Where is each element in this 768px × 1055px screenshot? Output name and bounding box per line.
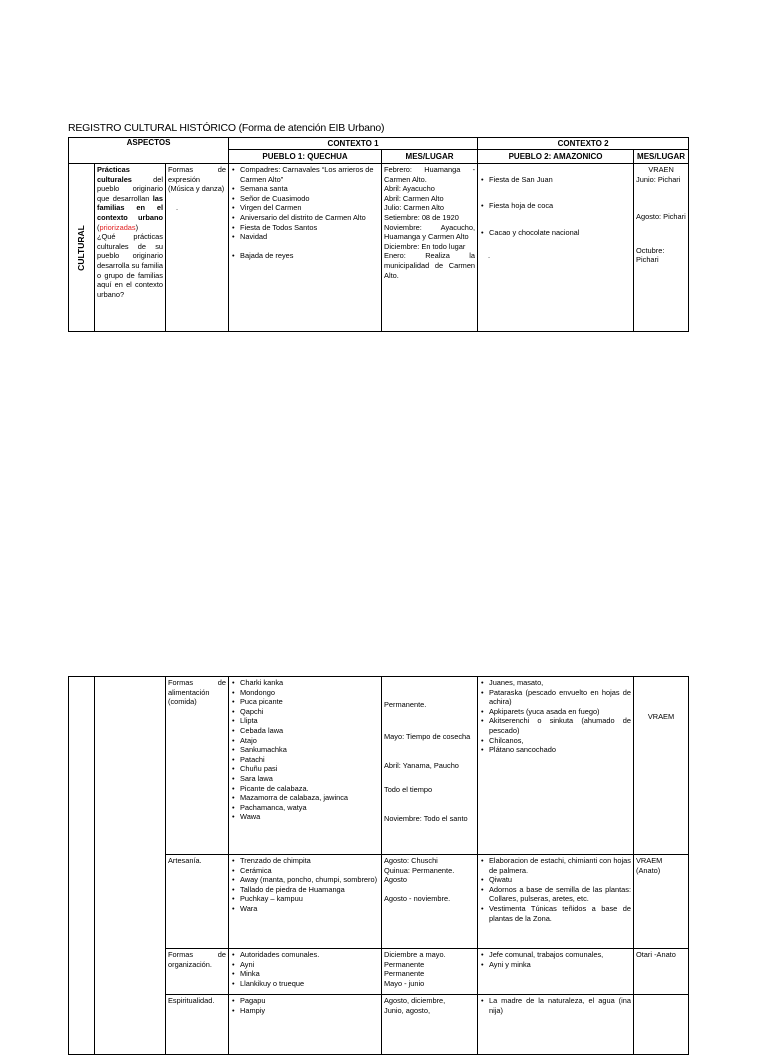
list-item: • Bajada de reyes: [240, 251, 379, 261]
pueblo-2-list: [480, 175, 631, 238]
list-item: • Cebada lawa: [240, 726, 379, 736]
mes-line: Octubre: Pichari: [636, 245, 665, 265]
list-item: • Sankumachka: [240, 745, 379, 755]
list-item: • Virgen del Carmen: [240, 203, 379, 213]
mes-line: VRAEM (Anato): [636, 856, 663, 875]
artesania-items-cell: [229, 855, 382, 949]
list-item: • Llipta: [240, 716, 379, 726]
mes-line: Agosto - noviembre.: [384, 893, 451, 903]
header-contexto-1: CONTEXTO 1: [229, 138, 478, 150]
mes-line: Agosto, diciembre,: [384, 996, 446, 1005]
alimentacion-label: Formas de alimentación (comida): [168, 678, 226, 707]
mes-line: Abril: Ayacucho: [384, 184, 435, 194]
mes-line: Todo el tiempo: [384, 784, 433, 794]
mes-line: Junio: Pichari: [636, 174, 681, 184]
artesania-label: Artesanía.: [168, 856, 202, 865]
practicas-text-1: del pueblo originario que desarrollan: [97, 174, 163, 203]
list-item: • Qapchi: [240, 707, 379, 717]
alimentacion-items-cell: [229, 677, 382, 855]
list-item: • Jefe comunal, trabajos comunales,: [489, 950, 631, 960]
header-aspectos: ASPECTOS: [69, 138, 229, 164]
mes-line: Permanente: [384, 969, 425, 979]
mes-line: Agosto: Pichari: [636, 212, 686, 222]
espiritualidad-list: [231, 996, 379, 1015]
mes-line: Permanente.: [384, 700, 427, 709]
mes-line: VRAEN: [648, 165, 674, 174]
list-item: • Juanes, masato,: [489, 678, 631, 688]
list-item: • Hampiy: [240, 1006, 379, 1016]
espiritualidad-label-cell: [166, 995, 229, 1055]
mes-lugar-1-cell: [382, 164, 478, 332]
formas-expresion-label: Formas de expresión (Música y danza): [168, 165, 227, 194]
espiritualidad-mes-2-cell: [634, 995, 689, 1055]
organizacion-mes-cell: [382, 949, 478, 995]
list-item: • Adornos a base de semilla de las plantas: Collares, pulseras, aretes, etc.: [489, 885, 631, 904]
artesania-pueblo-2-cell: [478, 855, 634, 949]
mes-line: Enero: Realiza la municipalidad de Carmen Alto.: [384, 251, 476, 280]
alimentacion-pueblo-2-cell: [478, 677, 634, 855]
practicas-bold-2: las familias en el contexto urbano: [97, 193, 163, 222]
list-item: • Wawa: [240, 812, 379, 822]
aspecto-blank-cell: [69, 677, 95, 1055]
list-item: • Wara: [240, 904, 379, 914]
alimentacion-list: [231, 678, 379, 822]
mes-line: Junio, agosto,: [384, 1005, 431, 1015]
list-item: • La madre de la naturaleza, el agua (ina nija): [489, 996, 631, 1015]
mes-line: Quinua: Permanente.: [384, 865, 455, 875]
list-item: • Picante de calabaza.: [240, 784, 379, 794]
list-item: • Chilcanos,: [489, 736, 631, 746]
list-item: • Ayni: [240, 960, 379, 970]
alimentacion-mes-2-cell: [634, 677, 689, 855]
list-item: • Cerámica: [240, 866, 379, 876]
list-item: • Fiesta de Todos Santos: [240, 223, 379, 233]
list-item: • Semana santa: [240, 184, 379, 194]
practicas-paren-close: ): [135, 222, 139, 232]
pueblo-2-cell: [478, 164, 634, 332]
pueblo-1-cell: [229, 164, 382, 332]
list-item: • Apkiparets (yuca asada en fuego): [489, 707, 631, 717]
formas-expresion-cell: [166, 164, 229, 332]
list-item: • Mazamorra de calabaza, jawinca: [240, 793, 379, 803]
mes-line: Agosto: [384, 875, 408, 885]
artesania-mes-2-cell: [634, 855, 689, 949]
alimentacion-label-cell: [166, 677, 229, 855]
organizacion-label: Formas de organización.: [168, 950, 226, 969]
list-item: • Aniversario del distrito de Carmen Alto: [240, 213, 379, 223]
espiritualidad-items-cell: [229, 995, 382, 1055]
organizacion-label-cell: [166, 949, 229, 995]
mes-line: Noviembre: Ayacucho, Huamanga y Carmen Alto: [384, 222, 476, 242]
organizacion-pueblo-2-cell: [478, 949, 634, 995]
list-item: • Akitserenchi o sinkuta (ahumado de pescado): [489, 716, 631, 735]
list-item: • Away (manta, poncho, chumpi, sombrero): [240, 875, 379, 885]
organizacion-mes-2-cell: [634, 949, 689, 995]
mes-line: Mayo - junio: [384, 978, 425, 988]
mes-line: Diciembre a mayo.: [384, 950, 446, 959]
pueblo-1-list: [231, 165, 379, 261]
practicas-blank-cell: [95, 677, 166, 1055]
cultural-label: CULTURAL: [75, 224, 86, 271]
organizacion-pueblo-2-list: [480, 950, 631, 969]
espiritualidad-label: Espiritualidad.: [168, 996, 215, 1005]
list-item: • Llankikuy o trueque: [240, 979, 379, 989]
list-item: • Patachi: [240, 755, 379, 765]
header-mes-lugar-2: MES/LUGAR: [634, 150, 689, 164]
artesania-mes-cell: [382, 855, 478, 949]
practicas-cell: [95, 164, 166, 332]
list-item: • Elaboracion de estachi, chimianti con hojas de palmera.: [489, 856, 631, 875]
artesania-pueblo-2-list: [480, 856, 631, 923]
mes-line: Abril: Yanama, Paucho: [384, 761, 459, 771]
artesania-label-cell: [166, 855, 229, 949]
alimentacion-mes-cell: [382, 677, 478, 855]
mes-line: Permanente: [384, 959, 425, 969]
mes-line: Setiembre: 08 de 1920: [384, 212, 459, 222]
list-item: • Autoridades comunales.: [240, 950, 379, 960]
list-item: • Plátano sancochado: [489, 745, 631, 755]
registro-table-bottom: [68, 676, 689, 1055]
list-item: • Tallado de piedra de Huamanga: [240, 885, 379, 895]
mes-line: Agosto: Chuschi: [384, 856, 438, 865]
list-item: • Fiesta de San Juan: [489, 175, 631, 185]
list-item: • Qiwatu: [489, 875, 631, 885]
list-item: • Pagapu: [240, 996, 379, 1006]
practicas-paren-open: (: [97, 222, 100, 232]
priorizadas-label: priorizadas: [99, 222, 136, 232]
list-item: • Charki kanka: [240, 678, 379, 688]
list-item: • Trenzado de chimpita: [240, 856, 379, 866]
alimentacion-pueblo-2-list: [480, 678, 631, 755]
list-item: • Puchkay – kampuu: [240, 894, 379, 904]
header-mes-lugar-1: MES/LUGAR: [382, 150, 478, 164]
document-title: REGISTRO CULTURAL HISTÓRICO (Forma de atención EIB Urbano): [68, 122, 385, 134]
header-pueblo-1: PUEBLO 1: QUECHUA: [229, 150, 382, 164]
list-item: • Vestimenta Túnicas teñidos a base de plantas de la Zona.: [489, 904, 631, 923]
list-item: • Minka: [240, 969, 379, 979]
list-item: • Puca picante: [240, 697, 379, 707]
organizacion-items-cell: [229, 949, 382, 995]
list-item: • Mondongo: [240, 688, 379, 698]
artesania-list: [231, 856, 379, 914]
practicas-question: ¿Qué prácticas culturales de su pueblo originario desarrolla su familia o grupo de familias aquí en el contexto urbano?: [97, 232, 163, 299]
list-item: • Sara lawa: [240, 774, 379, 784]
list-item: • Fiesta hoja de coca: [489, 201, 631, 211]
list-item: • Pachamanca, watya: [240, 803, 379, 813]
mes-line: Diciembre: En todo lugar: [384, 241, 466, 251]
organizacion-list: [231, 950, 379, 988]
espiritualidad-pueblo-2-list: [480, 996, 631, 1015]
list-item: • Compadres: Carnavales “Los arrieros de Carmen Alto”: [240, 165, 379, 184]
registro-table-top: [68, 137, 689, 332]
mes-line: Noviembre: Todo el santo: [384, 814, 468, 824]
mes-line: Febrero: Huamanga - Carmen Alto.: [384, 165, 476, 184]
list-item: • Pataraska (pescado envuelto en hojas de achira): [489, 688, 631, 707]
mes-line: Mayo: Tiempo de cosecha: [384, 731, 471, 741]
header-pueblo-2: PUEBLO 2: AMAZONICO: [478, 150, 634, 164]
header-contexto-2: CONTEXTO 2: [478, 138, 689, 150]
espiritualidad-pueblo-2-cell: [478, 995, 634, 1055]
espiritualidad-mes-cell: [382, 995, 478, 1055]
list-item: • Atajo: [240, 736, 379, 746]
list-item: • Cacao y chocolate nacional: [489, 228, 631, 238]
list-item: • Señor de Cuasimodo: [240, 194, 379, 204]
formas-expresion-dot: .: [176, 203, 179, 213]
mes-line: Otari -Anato: [636, 950, 676, 959]
mes-line: VRAEM: [647, 712, 675, 721]
practicas-bold-1: Prácticas culturales: [97, 165, 132, 184]
mes-lugar-2-cell: [634, 164, 689, 332]
pueblo-2-dot: .: [488, 251, 491, 261]
list-item: • Navidad: [240, 232, 379, 242]
cultural-label-cell: [69, 164, 95, 332]
list-item: • Chuñu pasi: [240, 764, 379, 774]
mes-line: Abril: Carmen Alto: [384, 193, 444, 203]
mes-line: Julio: Carmen Alto: [384, 203, 445, 213]
list-item: • Ayni y minka: [489, 960, 631, 970]
